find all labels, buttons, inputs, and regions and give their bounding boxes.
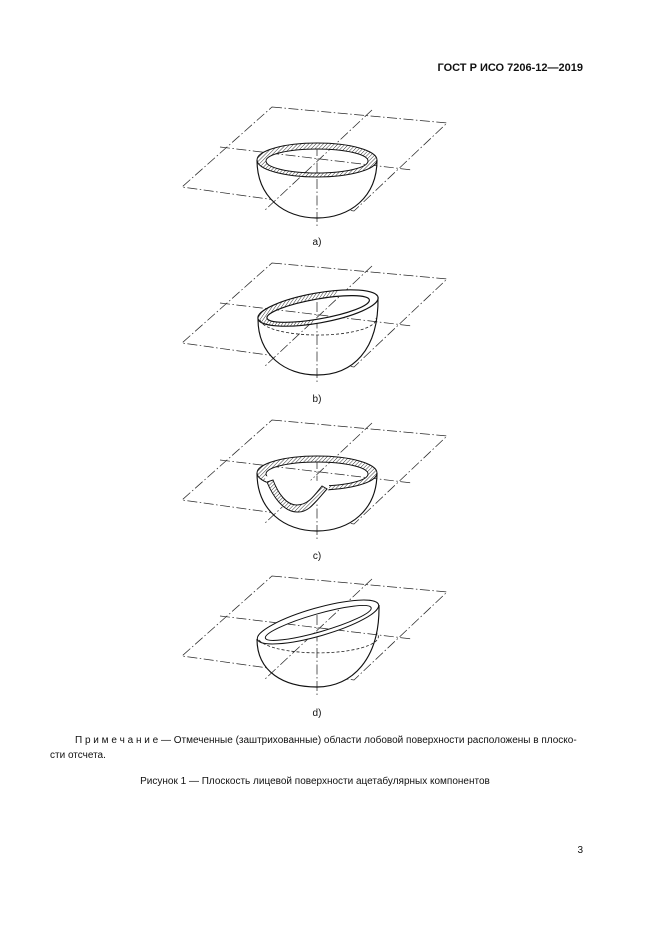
figure-label-b: b)	[312, 394, 322, 405]
figure-b	[182, 263, 447, 383]
figure-a	[182, 107, 447, 226]
page-number: 3	[577, 845, 583, 856]
note-line-2	[50, 750, 106, 762]
figure-caption: Рисунок 1 — Плоскость лицевой поверхности ацетабулярных компонентов	[140, 776, 490, 787]
note-label: П р и м е ч а н и е	[75, 735, 159, 746]
figure-label-a: a)	[312, 237, 322, 248]
figure-label-c: c)	[312, 551, 322, 562]
figure-label-d: d)	[312, 708, 322, 719]
note-line-1	[75, 735, 577, 747]
document-id: ГОСТ Р ИСО 7206-12—2019	[437, 62, 583, 74]
figure-c	[182, 420, 447, 539]
note-text-1: — Отмеченные (заштрихованные) области лобовой поверхности расположены в плоско-	[161, 735, 577, 746]
note-text-2: сти отсчета.	[50, 750, 106, 761]
figure-d	[182, 576, 447, 695]
